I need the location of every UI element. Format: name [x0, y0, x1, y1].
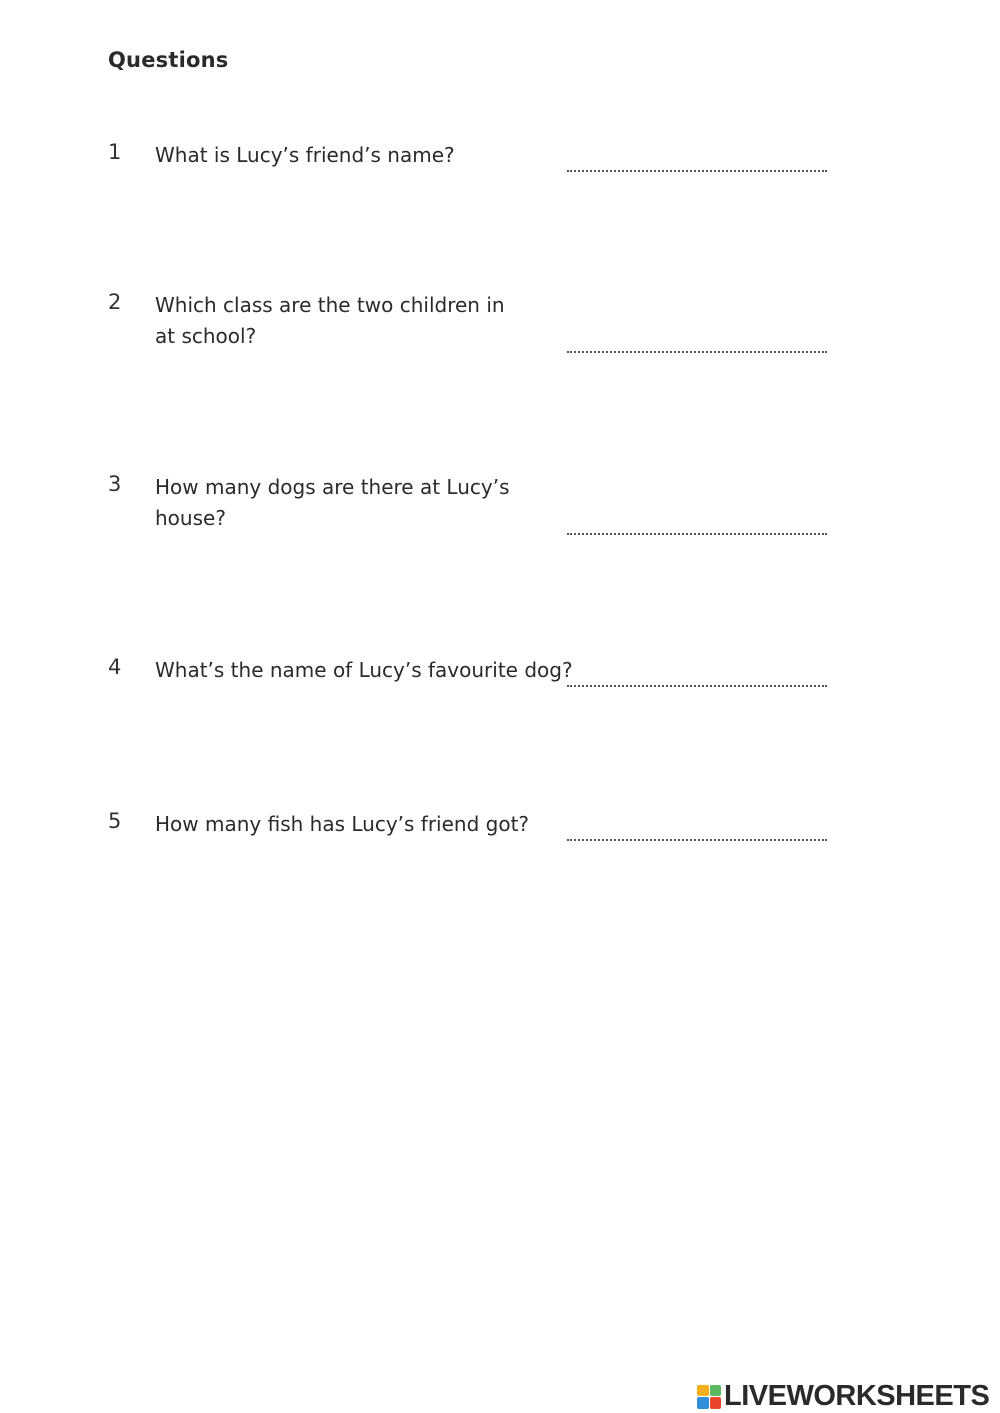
answer-dotted-line: [567, 351, 827, 353]
answer-dotted-line: [567, 839, 827, 841]
answer-dotted-line: [567, 533, 827, 535]
question-number: 2: [108, 290, 122, 314]
question-number: 1: [108, 140, 122, 164]
answer-field-2[interactable]: [567, 325, 831, 353]
answer-dotted-line: [567, 170, 827, 172]
question-number: 4: [108, 655, 122, 679]
answer-field-5[interactable]: [567, 813, 831, 841]
question-text: Which class are the two children in at school?: [155, 293, 505, 348]
logo-text: LIVEWORKSHEETS: [724, 1380, 990, 1412]
answer-dotted-line: [567, 685, 827, 687]
answer-field-4[interactable]: [567, 659, 831, 687]
question-text: How many dogs are there at Lucy’s house?: [155, 475, 510, 530]
worksheet-heading: Questions: [108, 48, 229, 72]
question-text: How many fish has Lucy’s friend got?: [155, 812, 530, 836]
question-number: 5: [108, 809, 122, 833]
liveworksheets-badge-icon: [697, 1385, 721, 1409]
question-number: 3: [108, 472, 122, 496]
liveworksheets-logo: [697, 1380, 989, 1413]
question-text: What’s the name of Lucy’s favourite dog?: [155, 658, 573, 682]
answer-field-3[interactable]: [567, 507, 831, 535]
answer-field-1[interactable]: [567, 144, 831, 172]
question-text: What is Lucy’s friend’s name?: [155, 143, 455, 167]
